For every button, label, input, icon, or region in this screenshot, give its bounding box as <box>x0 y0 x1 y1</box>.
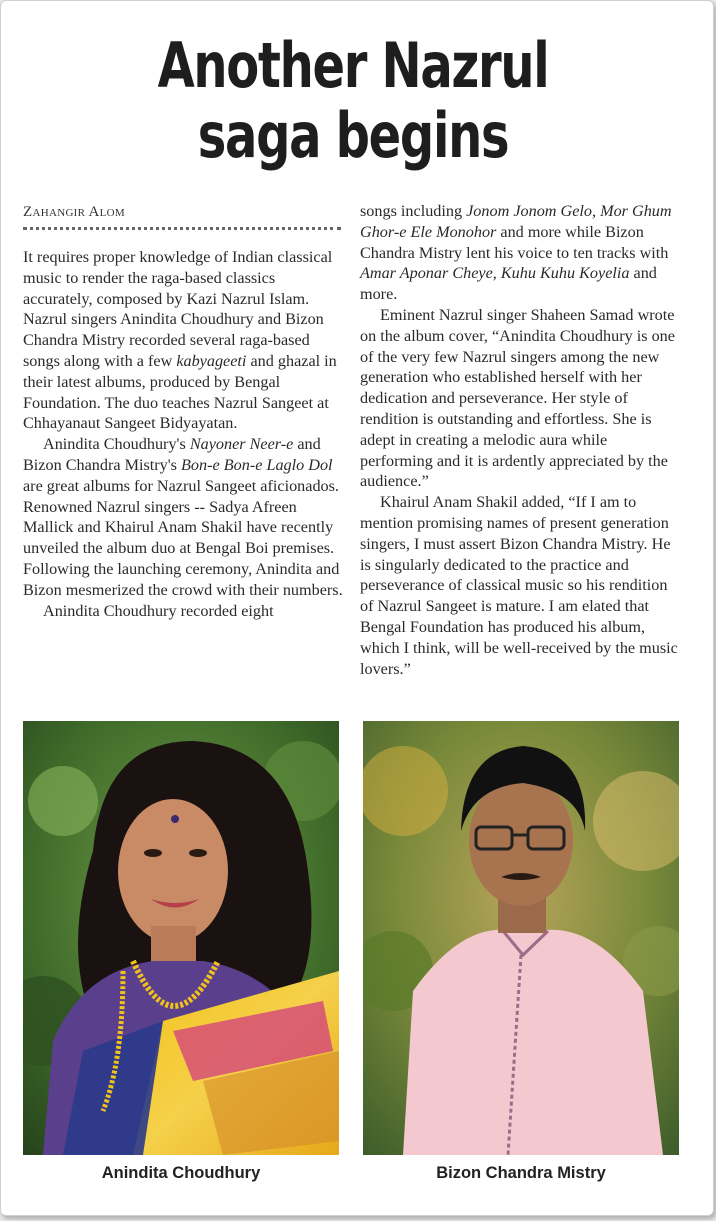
headline <box>50 31 655 171</box>
photo-caption-2: Bizon Chandra Mistry <box>436 1164 606 1182</box>
portrait-illustration <box>23 721 339 1155</box>
paragraph: songs including Jonom Jonom Gelo, Mor Ghum Ghor-e Ele Monohor and more while Bizon Chandra Mistry lent his voice to ten tracks with Amar Aponar Cheye, Kuhu Kuhu Koyelia and more. <box>360 202 672 304</box>
paragraph: Anindita Choudhury recorded eight <box>43 601 274 620</box>
paragraph: Khairul Anam Shakil added, “If I am to mention promising names of present generation singers, I must assert Bizon Chandra Mistry. He is singularly dedicated to the practice and perseverance of classical music so his rendition of Nazrul Sangeet is mature. I am elated that Bengal Foundation has produced his album, which I think, will be well-received by the music lovers.” <box>360 493 678 678</box>
article-column-2 <box>360 201 680 679</box>
paragraph: Anindita Choudhury's Nayoner Neer-e and Bizon Chandra Mistry's Bon-e Bon-e Laglo Dol are great albums for Nazrul Sangeet aficionados. Renowned Nazrul singers -- Sadya Afreen Mallick and Khairul Anam Shakil have recently unveiled the album duo at Bengal Boi premises. Following the launching ceremony, Anindita and Bizon mesmerized the crowd with their numbers. <box>23 435 343 599</box>
byline-divider <box>23 227 341 233</box>
headline-line-1: Another Nazrul <box>157 29 549 102</box>
article-column-1 <box>23 247 345 621</box>
paragraph: It requires proper knowledge of Indian classical music to render the raga-based classics accurately, composed by Kazi Nazrul Islam. Nazrul singers Anindita Choudhury and Bizon Chandra Mistry recorded several raga-based songs along with a few kabyageeti and ghazal in their latest albums, produced by Bengal Foundation. The duo teaches Nazrul Sangeet at Chhayanaut Sangeet Bidyayatan. <box>23 248 337 433</box>
portrait-illustration <box>363 721 679 1155</box>
photo-anindita-choudhury <box>23 721 339 1155</box>
headline-line-2: saga begins <box>197 99 509 172</box>
photo-bizon-chandra-mistry <box>363 721 679 1155</box>
photo-caption-1: Anindita Choudhury <box>101 1164 261 1182</box>
paragraph: Eminent Nazrul singer Shaheen Samad wrote on the album cover, “Anindita Choudhury is one of the very few Nazrul singers among the new generation who established herself with her dedication and perseverance. Her style of rendition is outstanding and effortless. She is adept in creating a melodic aura while performing and it is ardently appreciated by the audience.” <box>360 305 675 491</box>
byline: Zahangir Alom <box>23 204 125 220</box>
